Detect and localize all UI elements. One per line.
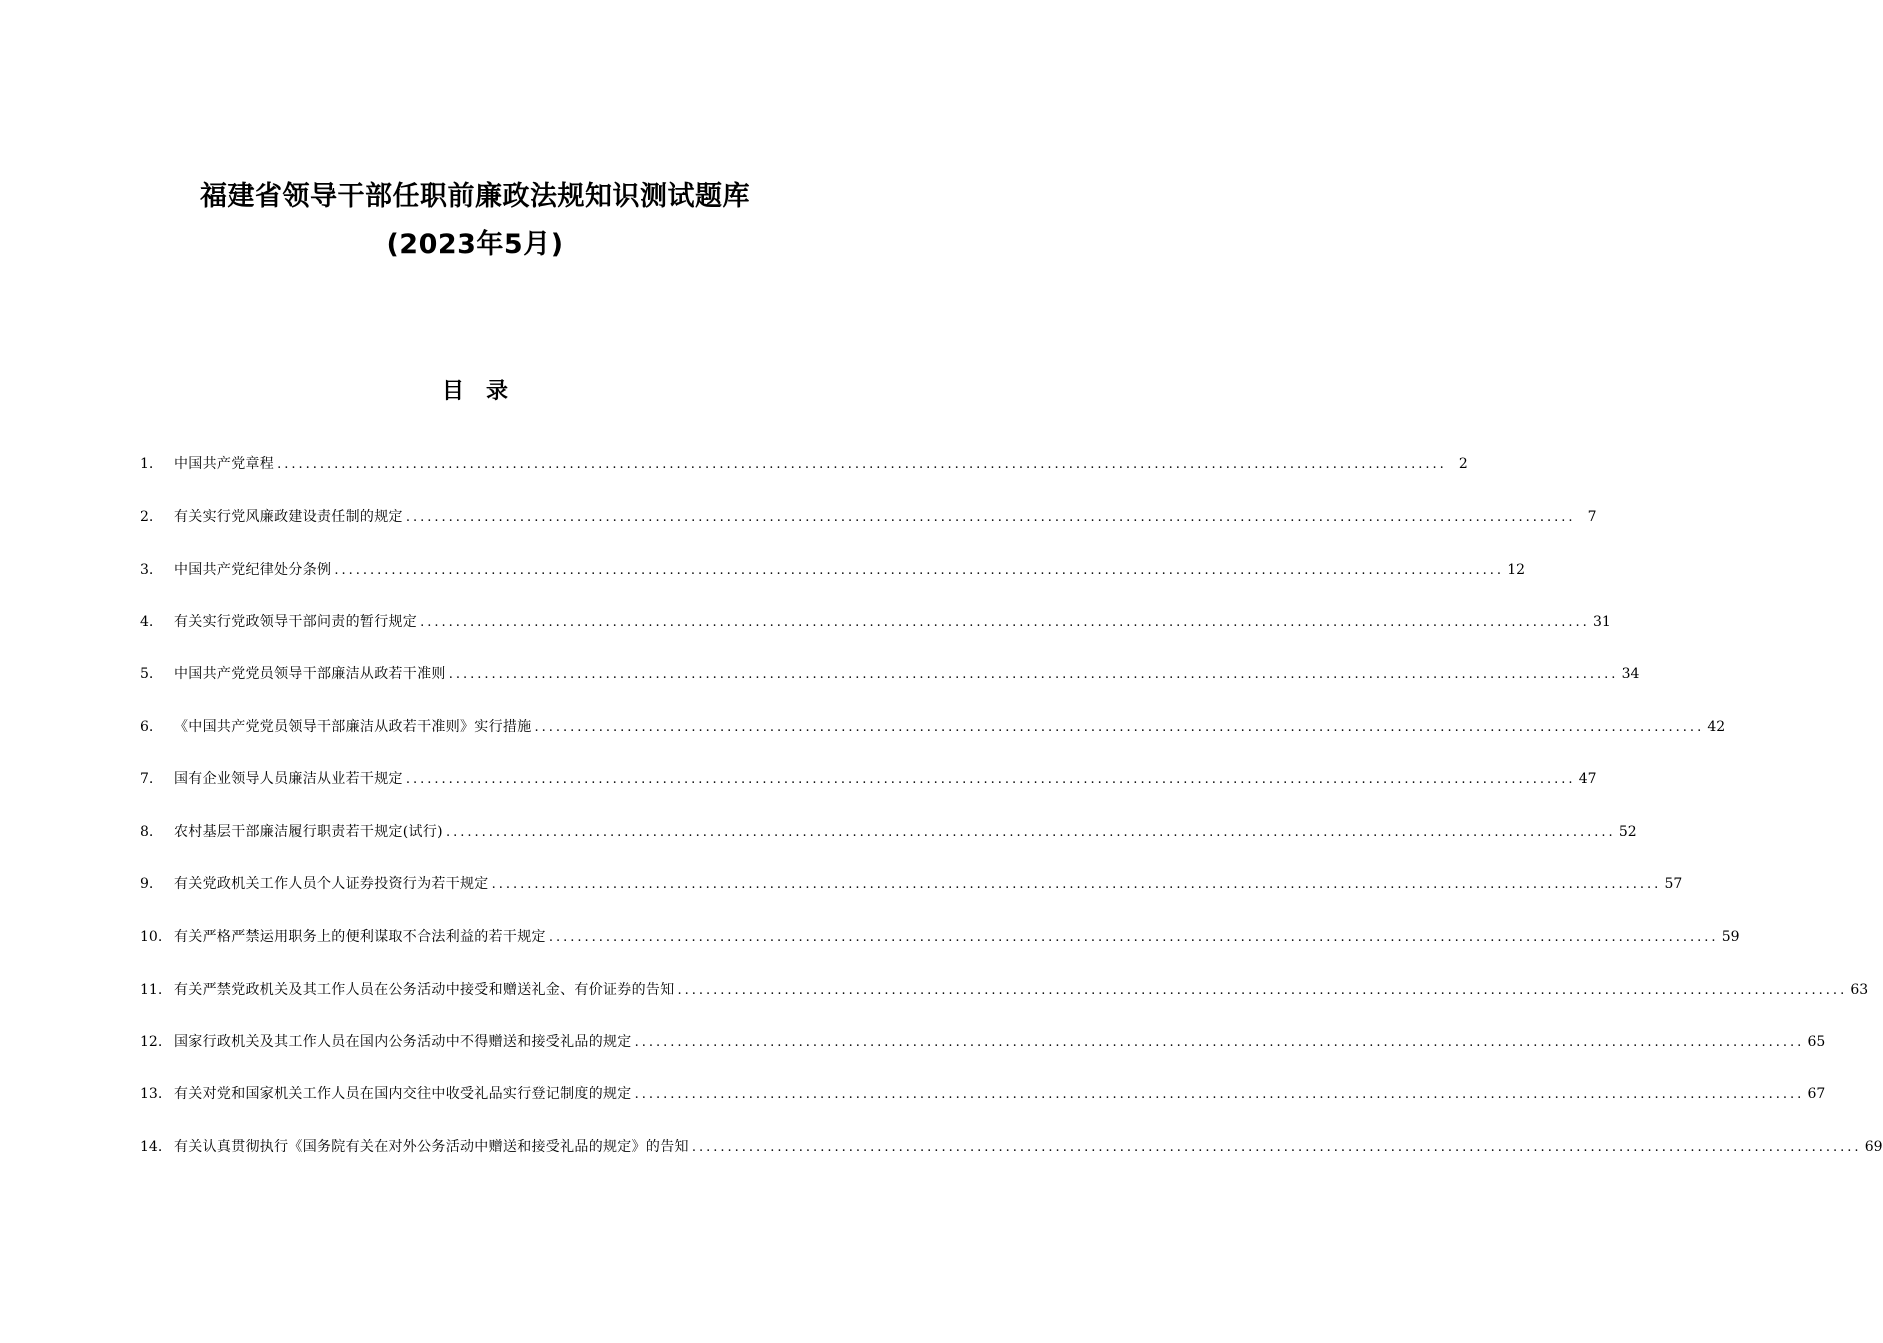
toc-entry-number: 7.: [140, 771, 154, 787]
toc-entry-number: 4.: [140, 614, 154, 630]
toc-entry-title: 有关实行党政领导干部问责的暂行规定: [174, 614, 418, 630]
toc-entry-title: 有关严禁党政机关及其工作人员在公务活动中接受和赠送礼金、有价证券的告知: [174, 982, 675, 998]
toc-entry-page: 47: [1578, 771, 1597, 787]
toc-entry-number: 12.: [140, 1034, 163, 1050]
toc-entry-title: 有关对党和国家机关工作人员在国内交往中收受礼品实行登记制度的规定: [174, 1086, 632, 1102]
toc-entry-number: 1.: [140, 456, 154, 472]
toc-entry-number: 5.: [140, 666, 154, 682]
toc-entry[interactable]: [140, 872, 1683, 896]
toc-entry[interactable]: [140, 610, 1611, 634]
toc-entry-number: 9.: [140, 876, 154, 892]
toc-dot-leader: [406, 768, 1576, 792]
document-title: 福建省领导干部任职前廉政法规知识测试题库: [200, 181, 750, 212]
toc-entry[interactable]: [140, 767, 1597, 791]
toc-entry-number: 8.: [140, 824, 154, 840]
toc-heading: 目录: [441, 379, 530, 404]
toc-entry-number: 10.: [140, 929, 163, 945]
toc-entry-page: 65: [1807, 1034, 1826, 1050]
toc-entry[interactable]: [140, 452, 1468, 476]
document-date: (2023年5月): [386, 229, 564, 260]
toc-entry-page: 2: [1458, 456, 1468, 472]
toc-entry-page: 59: [1721, 929, 1740, 945]
toc-entry-page: 52: [1618, 824, 1637, 840]
toc-entry[interactable]: [140, 978, 1869, 1002]
toc-entry-page: 31: [1592, 614, 1611, 630]
toc-entry-title: 《中国共产党党员领导干部廉洁从政若干准则》实行措施: [174, 719, 532, 735]
toc-entry-title: 有关党政机关工作人员个人证券投资行为若干规定: [174, 876, 489, 892]
toc-entry-title: 中国共产党纪律处分条例: [174, 562, 332, 578]
toc-entry-number: 11.: [140, 982, 163, 998]
toc-entry-number: 3.: [140, 562, 154, 578]
toc-entry-page: 67: [1807, 1086, 1826, 1102]
toc-dot-leader: [635, 1083, 1805, 1107]
toc-entry-title: 农村基层干部廉洁履行职责若干规定(试行): [174, 824, 443, 840]
toc-dot-leader: [692, 1136, 1862, 1160]
toc-dot-leader: [635, 1031, 1805, 1055]
toc-entry-number: 2.: [140, 509, 154, 525]
toc-entry-number: 14.: [140, 1139, 163, 1155]
toc-entry-title: 有关认真贯彻执行《国务院有关在对外公务活动中赠送和接受礼品的规定》的告知: [174, 1139, 689, 1155]
toc-entry[interactable]: [140, 925, 1740, 949]
toc-entry-title: 中国共产党党员领导干部廉洁从政若干准则: [174, 666, 446, 682]
toc-entry[interactable]: [140, 505, 1597, 529]
toc-dot-leader: [535, 716, 1705, 740]
toc-entry[interactable]: [140, 1030, 1826, 1054]
toc-entry[interactable]: [140, 1082, 1826, 1106]
toc-entry[interactable]: [140, 1135, 1883, 1159]
toc-dot-leader: [449, 663, 1619, 687]
toc-entry[interactable]: [140, 715, 1726, 739]
toc-dot-leader: [406, 506, 1576, 530]
toc-entry-page: 42: [1707, 719, 1726, 735]
toc-entry-number: 6.: [140, 719, 154, 735]
toc-entry-page: 57: [1664, 876, 1683, 892]
toc-entry[interactable]: [140, 662, 1640, 686]
toc-dot-leader: [277, 453, 1447, 477]
toc-dot-leader: [492, 873, 1662, 897]
toc-entry-page: 12: [1507, 562, 1526, 578]
toc-entry-number: 13.: [140, 1086, 163, 1102]
toc-dot-leader: [549, 926, 1719, 950]
toc-entry-title: 国有企业领导人员廉洁从业若干规定: [174, 771, 403, 787]
toc-entry[interactable]: [140, 820, 1637, 844]
toc-entry-page: 69: [1864, 1139, 1883, 1155]
toc-entry-title: 有关严格严禁运用职务上的便利谋取不合法利益的若干规定: [174, 929, 546, 945]
toc-dot-leader: [420, 611, 1590, 635]
toc-dot-leader: [678, 979, 1848, 1003]
toc-entry-title: 有关实行党风廉政建设责任制的规定: [174, 509, 403, 525]
toc-entry-page: 34: [1621, 666, 1640, 682]
toc-entry-title: 国家行政机关及其工作人员在国内公务活动中不得赠送和接受礼品的规定: [174, 1034, 632, 1050]
toc-dot-leader: [446, 821, 1616, 845]
toc-dot-leader: [334, 559, 1504, 583]
toc-entry-title: 中国共产党章程: [174, 456, 275, 472]
toc-entry-page: 7: [1587, 509, 1597, 525]
toc-entry-page: 63: [1850, 982, 1869, 998]
toc-entry[interactable]: [140, 558, 1526, 582]
